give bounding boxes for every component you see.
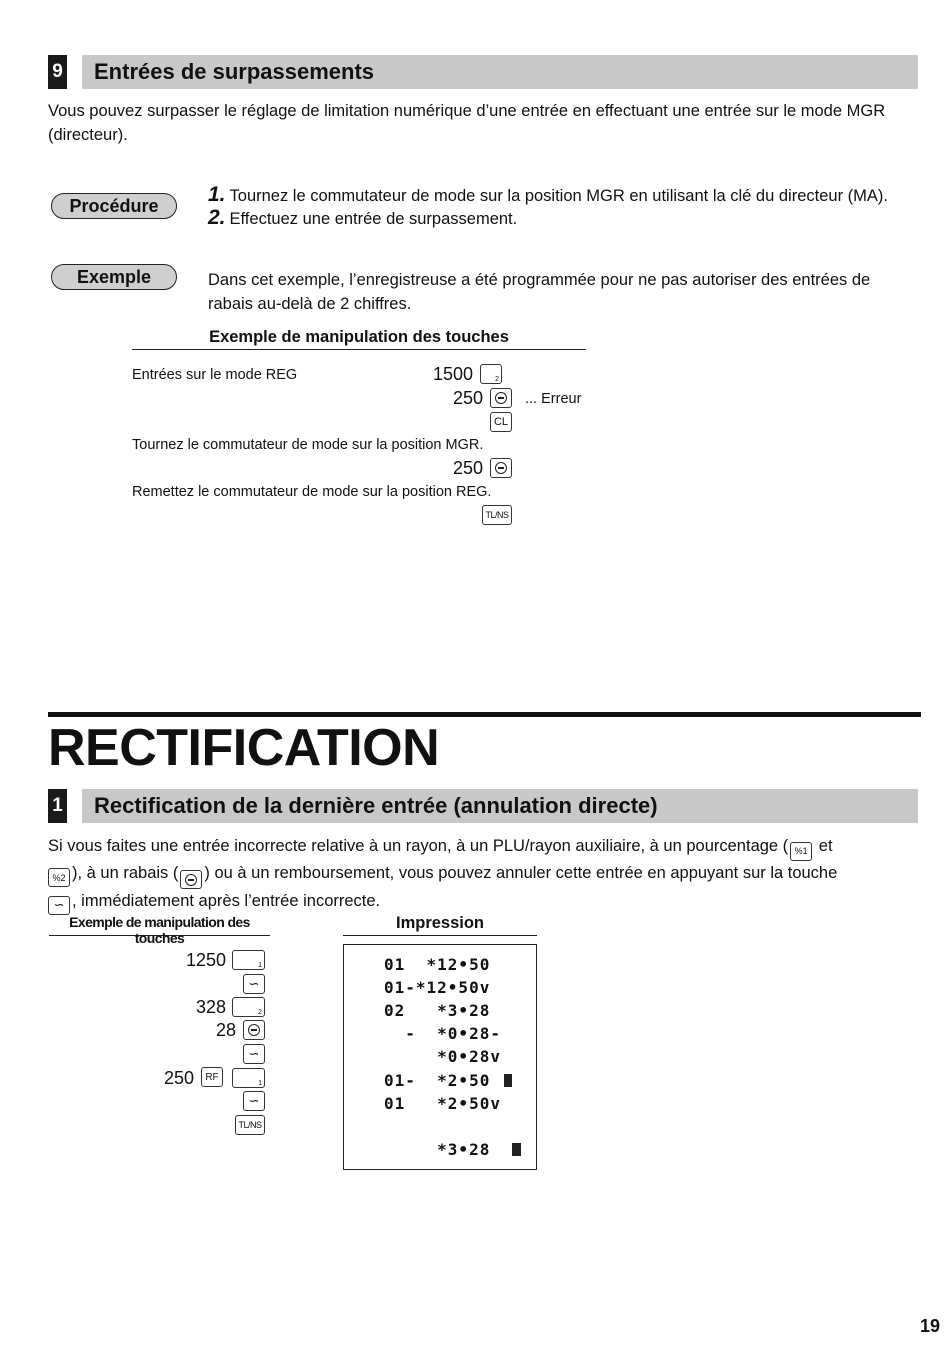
key-label: %2 — [52, 872, 66, 883]
dept-1-key — [232, 1068, 265, 1088]
void-icon: ∽ — [53, 897, 65, 913]
receipt-line: 01-*12•50v — [384, 978, 491, 997]
key-label: TL/NS — [485, 510, 509, 520]
tlns-key — [482, 505, 512, 525]
void-key — [48, 896, 70, 915]
section-number: 9 — [48, 55, 67, 89]
discount-key — [180, 870, 202, 889]
percent1-key — [790, 842, 812, 861]
key-sub: 2 — [258, 1009, 262, 1016]
rectification-title: RECTIFICATION — [48, 719, 440, 777]
receipt-line: 01- *2•50 — [384, 1071, 491, 1090]
example-paragraph: Dans cet exemple, l’enregistreuse a été programmée pour ne pas autoriser des entrées de rabais au-delà de 2 chiffres. — [208, 271, 871, 313]
section-title: Entrées de surpassements — [82, 55, 918, 89]
void-icon: ∽ — [248, 1093, 260, 1108]
para-text: ) ou à un remboursement, vous pouvez annuler cette entrée en appuyant sur la touche — [204, 863, 838, 882]
value-250: 250 — [163, 1068, 194, 1088]
rectification-rule — [48, 712, 921, 717]
receipt-line: 01 *12•50 — [384, 955, 491, 974]
cash-symbol-icon — [512, 1143, 521, 1156]
key-example-heading: Exemple de manipulation des touches — [132, 328, 586, 350]
discount-key — [490, 458, 512, 478]
minus-circle-icon — [185, 874, 197, 886]
cl-key — [490, 412, 512, 432]
receipt-line: - *0•28- — [384, 1024, 501, 1043]
key-label: CL — [493, 416, 509, 428]
step-1 — [208, 183, 888, 207]
receipt-line: 02 *3•28 — [384, 1001, 491, 1020]
step-number: 2. — [208, 206, 226, 229]
key-sub: 2 — [495, 376, 499, 383]
value-1500: 1500 — [432, 364, 473, 384]
print-heading: Impression — [343, 914, 537, 936]
step-text: Effectuez une entrée de surpassement. — [229, 210, 518, 228]
minus-circle-icon — [495, 462, 507, 474]
discount-key — [490, 388, 512, 408]
page-number: 19 — [920, 1316, 941, 1336]
step-text: Tournez le commutateur de mode sur la position MGR en utilisant la clé du directeur (MA). — [229, 187, 888, 205]
rectification-paragraph — [48, 834, 908, 915]
refund-key — [201, 1067, 223, 1087]
mgr-mode-label: Tournez le commutateur de mode sur la position MGR. — [132, 437, 484, 453]
value-250: 250 — [452, 388, 483, 408]
receipt-line: 01 *2•50v — [384, 1094, 501, 1113]
reg-mode-label: Entrées sur le mode REG — [132, 367, 298, 383]
discount-key — [243, 1020, 265, 1040]
tlns-key — [235, 1115, 265, 1135]
error-note: ... Erreur — [525, 391, 582, 407]
key-sub: 1 — [258, 1080, 262, 1087]
section-number: 1 — [48, 789, 67, 823]
dept-2-key — [232, 997, 265, 1017]
void-icon: ∽ — [248, 976, 260, 991]
value-28: 28 — [215, 1020, 236, 1040]
step-number: 1. — [208, 183, 226, 206]
minus-circle-icon — [495, 392, 507, 404]
para-text: , immédiatement après l’entrée incorrecte. — [72, 892, 381, 911]
step-2 — [208, 206, 517, 230]
receipt-line: *0•28v — [384, 1047, 501, 1066]
value-250-mgr: 250 — [452, 458, 483, 478]
receipt-line: *3•28 — [384, 1140, 491, 1159]
void-key — [243, 1091, 265, 1111]
para-text: Si vous faites une entrée incorrecte relative à un rayon, à un PLU/rayon auxiliaire, à un pourcentage ( — [48, 837, 789, 855]
key-example-heading: Exemple de manipulation des touches — [49, 914, 270, 936]
section-9-header — [48, 55, 918, 89]
refund-symbol-icon — [504, 1074, 512, 1087]
minus-circle-icon — [248, 1024, 260, 1036]
intro-paragraph: Vous pouvez surpasser le réglage de limitation numérique d’une entrée en effectuant une entrée sur le mode MGR (directeur). — [48, 102, 886, 144]
procedure-label: Procédure — [51, 193, 177, 219]
value-1250: 1250 — [185, 950, 226, 970]
void-key — [243, 974, 265, 994]
section-1-header — [48, 789, 918, 823]
key-sub: 1 — [258, 962, 262, 969]
key-label: RF — [205, 1071, 219, 1083]
reg-back-label: Remettez le commutateur de mode sur la position REG. — [132, 484, 492, 500]
void-key — [243, 1044, 265, 1064]
para-text: et — [814, 837, 833, 855]
percent2-key — [48, 868, 70, 887]
dept-2-key — [480, 364, 502, 384]
key-label: TL/NS — [238, 1120, 262, 1130]
receipt-printout — [343, 944, 537, 1170]
para-text: ), à un rabais ( — [72, 863, 179, 882]
key-label: %1 — [794, 846, 808, 856]
section-title: Rectification de la dernière entrée (annulation directe) — [82, 789, 918, 823]
void-icon: ∽ — [248, 1046, 260, 1061]
value-328: 328 — [195, 997, 226, 1017]
example-label: Exemple — [51, 264, 177, 290]
dept-1-key — [232, 950, 265, 970]
